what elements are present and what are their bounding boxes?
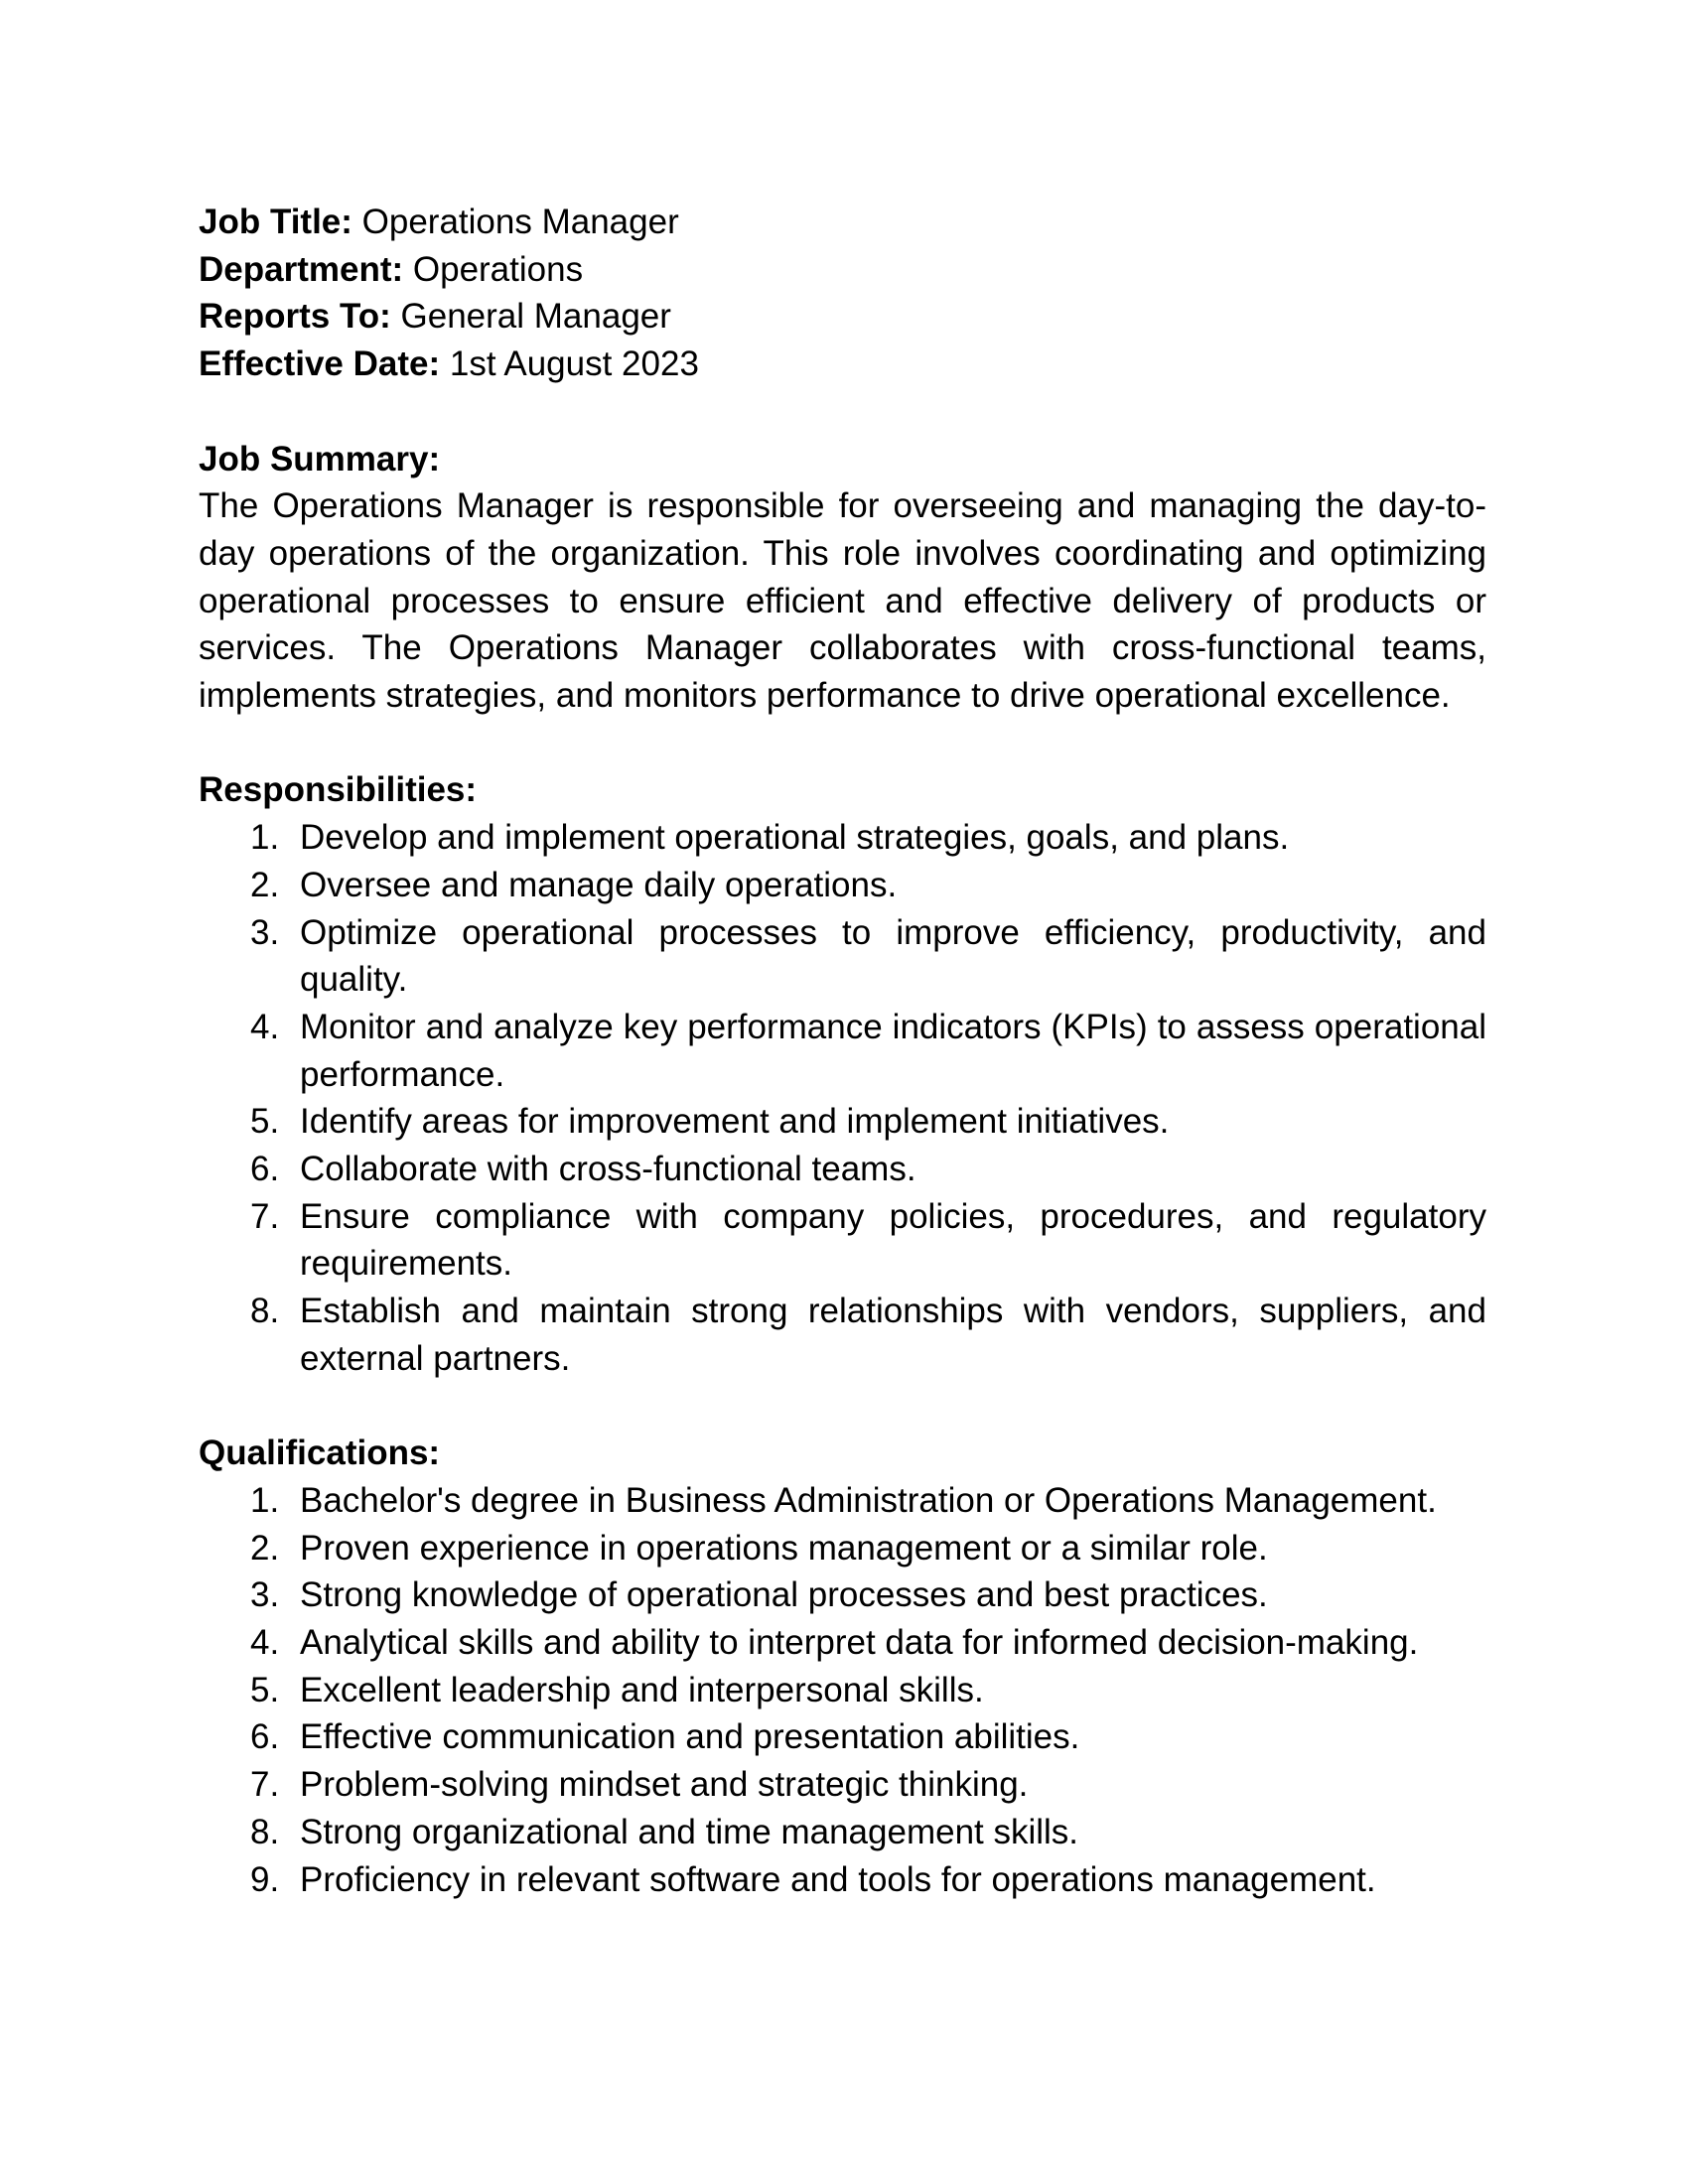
- effective-date-field: [199, 341, 1486, 388]
- reports-to-label: Reports To:: [199, 297, 391, 337]
- list-number: 5.: [250, 1670, 280, 1709]
- job-summary-section: [199, 436, 1486, 720]
- department-field: [199, 246, 1486, 294]
- list-number: 7.: [250, 1765, 280, 1805]
- list-number: 9.: [250, 1859, 280, 1899]
- list-number: 4.: [250, 1007, 280, 1046]
- job-title-field: [199, 199, 1486, 246]
- list-number: 6.: [250, 1150, 280, 1189]
- list-item-text: Effective communication and presentation abilities.: [300, 1717, 1080, 1757]
- list-item: [199, 1619, 1486, 1667]
- list-item: [199, 1571, 1486, 1619]
- responsibilities-heading: Responsibilities:: [199, 770, 478, 810]
- list-number: 8.: [250, 1292, 280, 1331]
- job-summary-text: The Operations Manager is responsible for overseeing and managing the day-to-day operations of the organization. This role involves coordinating and optimizing operational processes to ensure efficient and effective delivery of products or services. The Operations Manager collaborates with cross-functional teams, implements strategies, and monitors performance to drive operational excellence.: [199, 486, 1486, 716]
- list-number: 8.: [250, 1812, 280, 1851]
- effective-date-value: 1st August 2023: [449, 344, 699, 384]
- reports-to-value: General Manager: [400, 297, 671, 337]
- list-number: 3.: [250, 1575, 280, 1615]
- list-item-text: Proven experience in operations management or a similar role.: [300, 1528, 1268, 1568]
- spacer: [199, 388, 1486, 436]
- list-item-text: Collaborate with cross-functional teams.: [300, 1150, 916, 1189]
- list-item: [199, 814, 1486, 862]
- qualifications-section: [199, 1430, 1486, 1903]
- list-number: 7.: [250, 1196, 280, 1236]
- list-item: [199, 1193, 1486, 1288]
- list-number: 6.: [250, 1717, 280, 1757]
- responsibilities-section: [199, 766, 1486, 1382]
- list-item: [199, 1288, 1486, 1382]
- list-item-text: Develop and implement operational strategies, goals, and plans.: [300, 818, 1290, 858]
- list-item-text: Monitor and analyze key performance indicators (KPIs) to assess operational performance.: [300, 1007, 1486, 1094]
- list-item-text: Oversee and manage daily operations.: [300, 865, 898, 904]
- list-item: [199, 1098, 1486, 1146]
- spacer: [199, 720, 1486, 767]
- list-item-text: Ensure compliance with company policies, procedures, and regulatory requirements.: [300, 1196, 1486, 1284]
- list-number: 2.: [250, 865, 280, 904]
- list-item: [199, 1761, 1486, 1809]
- effective-date-label: Effective Date:: [199, 344, 441, 384]
- list-item-text: Bachelor's degree in Business Administration or Operations Management.: [300, 1480, 1437, 1520]
- list-item: [199, 1713, 1486, 1761]
- list-number: 1.: [250, 818, 280, 858]
- department-value: Operations: [412, 249, 584, 289]
- list-item: [199, 862, 1486, 909]
- list-item-text: Excellent leadership and interpersonal skills.: [300, 1670, 984, 1709]
- document-page: [199, 199, 1486, 1903]
- list-item-text: Strong knowledge of operational processes and best practices.: [300, 1575, 1268, 1615]
- list-item-text: Problem-solving mindset and strategic thinking.: [300, 1765, 1029, 1805]
- list-number: 5.: [250, 1102, 280, 1142]
- qualifications-list: [199, 1477, 1486, 1903]
- list-item: [199, 1856, 1486, 1904]
- list-item-text: Analytical skills and ability to interpret data for informed decision-making.: [300, 1623, 1419, 1663]
- list-item: [199, 1809, 1486, 1856]
- department-label: Department:: [199, 249, 404, 289]
- spacer: [199, 1383, 1486, 1431]
- qualifications-heading: Qualifications:: [199, 1433, 441, 1473]
- list-item-text: Strong organizational and time management skills.: [300, 1812, 1079, 1851]
- reports-to-field: [199, 293, 1486, 341]
- list-item-text: Optimize operational processes to improve efficiency, productivity, and quality.: [300, 912, 1486, 1000]
- list-item: [199, 1477, 1486, 1525]
- list-item-text: Establish and maintain strong relationships with vendors, suppliers, and external partners.: [300, 1292, 1486, 1378]
- job-title-value: Operations Manager: [361, 203, 679, 241]
- list-item: [199, 1146, 1486, 1193]
- list-item-text: Identify areas for improvement and implement initiatives.: [300, 1102, 1170, 1142]
- list-item: [199, 1667, 1486, 1714]
- list-number: 1.: [250, 1480, 280, 1520]
- list-item: [199, 1004, 1486, 1098]
- list-number: 4.: [250, 1623, 280, 1663]
- responsibilities-list: [199, 814, 1486, 1382]
- list-number: 3.: [250, 912, 280, 952]
- job-summary-heading: Job Summary:: [199, 439, 441, 478]
- list-item: [199, 909, 1486, 1004]
- list-item-text: Proficiency in relevant software and tools for operations management.: [300, 1859, 1376, 1899]
- job-title-label: Job Title:: [199, 203, 352, 241]
- list-item: [199, 1525, 1486, 1572]
- list-number: 2.: [250, 1528, 280, 1568]
